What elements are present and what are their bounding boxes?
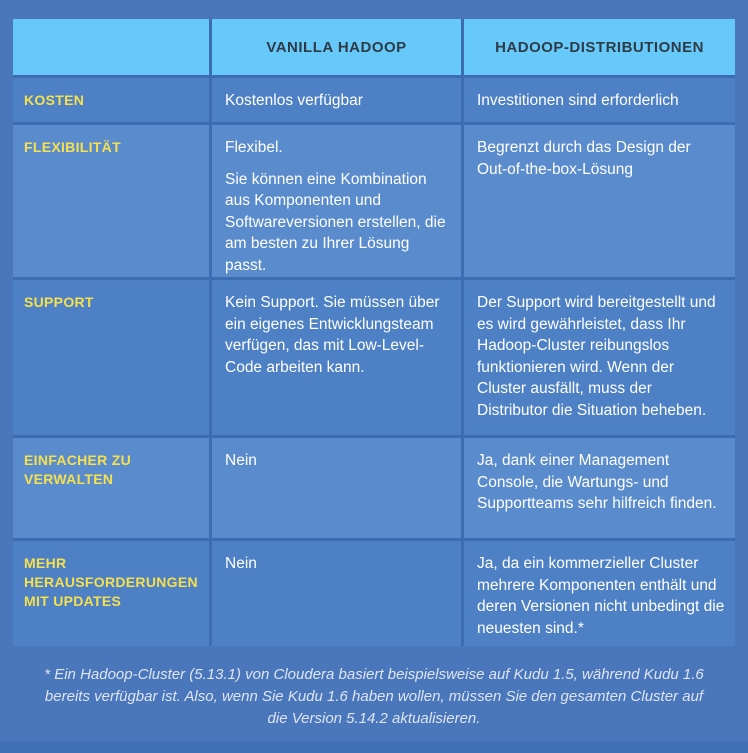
cell-text: Sie können eine Kombination aus Komponenten und Softwareversionen erstellen, die am besten zu Ihrer Lösung passt. [225, 170, 446, 274]
cell-kosten-distribution [464, 78, 735, 122]
cell-flexibilitaet-vanilla [212, 125, 461, 277]
cell-support-distribution [464, 280, 735, 435]
cell-text: Der Support wird bereitgestellt und es wird gewährleistet, dass Ihr Hadoop-Cluster reibungslos funktionieren wird. Wenn der Cluster ausfällt, muss der Distributor die Situation beheben. [477, 294, 716, 419]
cell-verwalten-vanilla [212, 438, 461, 538]
cell-text: Nein [225, 452, 257, 469]
header-hadoop-distributionen: HADOOP-DISTRIBUTIONEN [464, 19, 735, 75]
cell-text: Begrenzt durch das Design der Out-of-the-box-Lösung [477, 139, 691, 178]
cell-support-vanilla [212, 280, 461, 435]
cell-verwalten-distribution [464, 438, 735, 538]
cell-text: Flexibel. [225, 139, 283, 156]
cell-text: Investitionen sind erforderlich [477, 92, 679, 109]
row-label-mehr-herausforderungen-mit-updates: MEHR HERAUSFORDERUNGEN MIT UPDATES [13, 541, 209, 646]
row-label-support: SUPPORT [13, 280, 209, 435]
cell-updates-vanilla [212, 541, 461, 646]
cell-text: Ja, dank einer Management Console, die Wartungs- und Supportteams sehr hilfreich finden. [477, 452, 717, 512]
row-label-einfacher-zu-verwalten: EINFACHER ZU VERWALTEN [13, 438, 209, 538]
cell-flexibilitaet-distribution [464, 125, 735, 277]
row-label-flexibilitaet: FLEXIBILITÄT [13, 125, 209, 277]
bottom-accent-strip [0, 741, 748, 753]
cell-kosten-vanilla [212, 78, 461, 122]
cell-text: Ja, da ein kommerzieller Cluster mehrere Komponenten enthält und deren Versionen nicht unbedingt die neuesten sind.* [477, 555, 725, 637]
cell-text: Nein [225, 555, 257, 572]
footnote: * Ein Hadoop-Cluster (5.13.1) von Cloudera basiert beispielsweise auf Kudu 1.5, während Kudu 1.6 bereits verfügbar ist. Also, wenn Sie Kudu 1.6 haben wollen, müssen Sie den gesamten Cluster auf die Version 5.14.2 aktualisieren. [44, 666, 704, 727]
cell-updates-distribution [464, 541, 735, 646]
hadoop-comparison-table [13, 19, 735, 646]
cell-text: Kostenlos verfügbar [225, 92, 363, 109]
header-vanilla-hadoop: VANILLA HADOOP [212, 19, 461, 75]
row-label-kosten: KOSTEN [13, 78, 209, 122]
header-corner-cell [13, 19, 209, 75]
cell-text: Kein Support. Sie müssen über ein eigenes Entwicklungsteam verfügen, das mit Low-Level-Code arbeiten kann. [225, 294, 440, 376]
